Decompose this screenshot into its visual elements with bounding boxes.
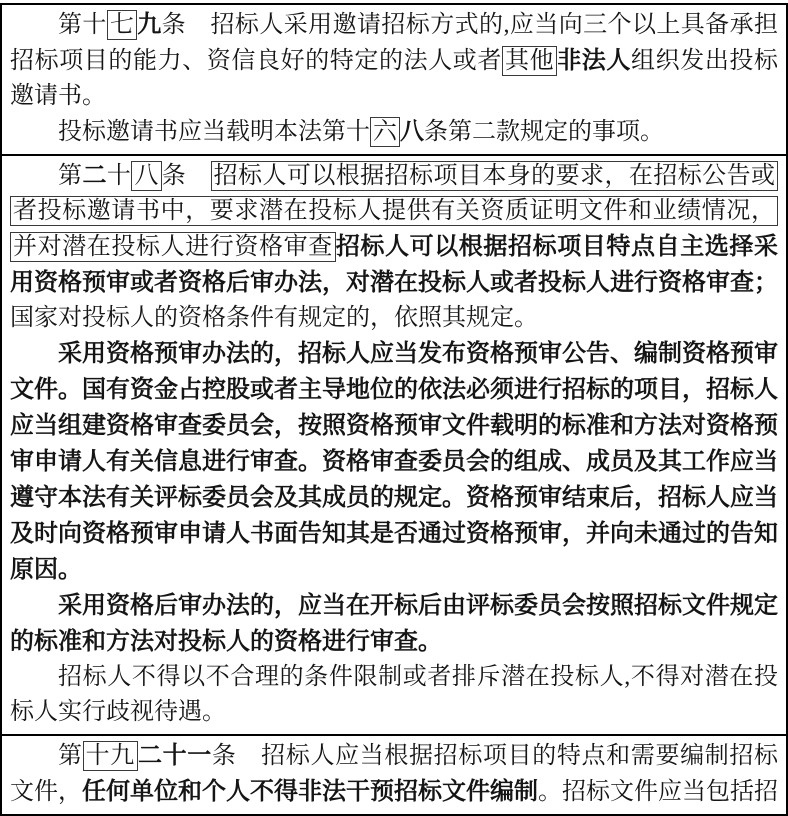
inserted-text: 二 [82, 162, 107, 189]
paragraph [10, 660, 778, 730]
deleted-text: 其他 [502, 46, 557, 76]
deleted-text: 八 [131, 161, 161, 191]
paragraph [10, 588, 778, 660]
text-run: 投标邀请书应当载明本法第十 [58, 119, 370, 145]
deleted-text: 六 [370, 117, 400, 147]
text-run: 条 招标人采用邀请招标方式的,应当向三个以上具备承担招标项目的能力、资信良好的特定的法人或者 [10, 12, 779, 74]
text-run: 条第二款规定的事项。 [424, 119, 664, 145]
paragraph [10, 114, 778, 150]
paragraph [10, 336, 778, 588]
paragraph [10, 738, 778, 810]
text-run: 条 [161, 163, 211, 189]
text-run: 国家对投标人的资格条件有规定的，依照其规定。 [10, 305, 538, 331]
text-run: 条 招标人应当根据招标项目的特点和需要编制招标文件， [10, 743, 779, 805]
text-run: 招标人不得以不合理的条件限制或者排斥潜在投标人,不得对潜在投标人实行歧视待遇。 [10, 664, 778, 725]
inserted-text: 二十一 [137, 742, 212, 769]
inserted-text: 任何单位和个人不得非法干预招标文件编制 [82, 778, 538, 805]
deleted-text: 七 [107, 10, 137, 40]
inserted-text: 非法人 [557, 47, 632, 74]
inserted-text: 采用资格后审办法的，应当在开标后由评标委员会按照招标文件规定的标准和方法对投标人的资格进行审查。 [10, 592, 778, 655]
article-block-article-28 [0, 154, 788, 736]
inserted-text: 招标人可以根据招标项目特点自主选择采用资格预审或者资格后审办法，对潜在投标人或者投标人进行资格审查； [10, 233, 779, 296]
deleted-text: 招标人可以根据招标项目本身的要求，在招标公告或者投标邀请书中，要求潜在投标人提供有关资质证明文件和业绩情况，并对潜在投标人进行资格审查 [10, 161, 778, 262]
article-block-article-17-to-19 [0, 3, 788, 156]
inserted-text: 九 [137, 11, 162, 38]
text-run: 十 [106, 163, 132, 189]
text-run: 。招标文件应当包括招 [538, 779, 778, 805]
inserted-text: 采用资格预审办法的，招标人应当发布资格预审公告、编制资格预审文件。国有资金占控股或者主导地位的依法必须进行招标的项目，招标人应当组建资格审查委员会，按照资格预审文件载明的标准和方法对资格预审申请人有关信息进行审查。资格审查委员会的组成、成员及其工作应当遵守本法有关评标委员会及其成员的规定。资格预审结束后，招标人应当及时向资格预审申请人书面告知其是否通过资格预审，并向未通过的告知原因。 [10, 340, 778, 583]
article-block-article-19-to-21 [0, 734, 788, 816]
paragraph [10, 7, 778, 114]
text-run: 第 [58, 163, 83, 189]
paragraph [10, 158, 778, 336]
text-run: 第十 [58, 12, 107, 38]
inserted-text: 八 [400, 118, 424, 145]
text-run: 组织发出投标邀请书。 [10, 48, 779, 109]
text-run: 第 [58, 743, 83, 769]
deleted-text: 十九 [83, 741, 138, 771]
